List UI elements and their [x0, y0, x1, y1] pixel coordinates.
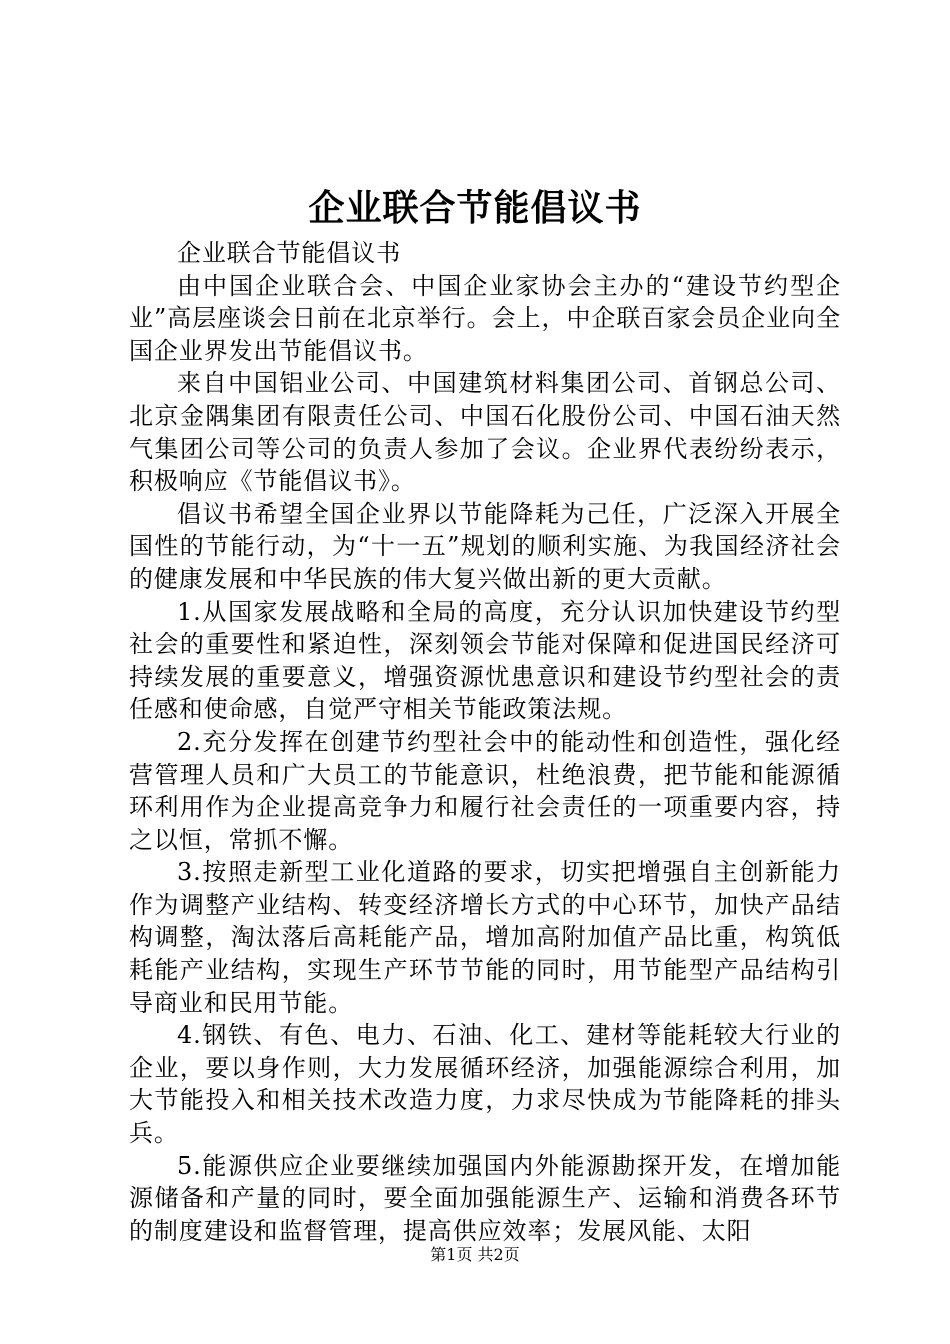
paragraph-hope: 倡议书希望全国企业界以节能降耗为己任，广泛深入开展全国性的节能行动，为“十一五”规划的顺利实施、为我国经济社会的健康发展和中华民族的伟大复兴做出新的更大贡献。: [129, 499, 841, 593]
paragraph-item-3: 3.按照走新型工业化道路的要求，切实把增强自主创新能力作为调整产业结构、转变经济增长方式的中心环节，加快产品结构调整，淘汰落后高耗能产品，增加高附加值产品比重，构筑低耗能产业结构，实现生产环节节能的同时，用节能型产品结构引导商业和民用节能。: [129, 858, 841, 1017]
paragraph-item-2: 2.充分发挥在创建节约型社会中的能动性和创造性，强化经营管理人员和广大员工的节能意识，杜绝浪费，把节能和能源循环利用作为企业提高竞争力和履行社会责任的一项重要内容，持之以恒，常抓不懈。: [129, 727, 841, 854]
document-title: 企业联合节能倡议书: [308, 187, 642, 229]
paragraph-subtitle: 企业联合节能倡议书: [177, 239, 402, 267]
paragraph-item-4: 4.钢铁、有色、电力、石油、化工、建材等能耗较大行业的企业，要以身作则，大力发展循环经济，加强能源综合利用，加大节能投入和相关技术改造力度，力求尽快成为节能降耗的排头兵。: [129, 1021, 841, 1148]
paragraph-item-5: 5.能源供应企业要继续加强国内外能源勘探开发，在增加能源储备和产量的同时，要全面加强能源生产、运输和消费各环节的制度建设和监督管理，提高供应效率；发展风能、太阳: [129, 1151, 841, 1245]
paragraph-intro: 由中国企业联合会、中国企业家协会主办的“建设节约型企业”高层座谈会日前在北京举行。会上，中企联百家会员企业向全国企业界发出节能倡议书。: [129, 271, 841, 365]
page-number-footer: 第1页 共2页: [430, 1245, 520, 1264]
paragraph-participants: 来自中国铝业公司、中国建筑材料集团公司、首钢总公司、北京金隅集团有限责任公司、中国石化股份公司、中国石油天然气集团公司等公司的负责人参加了会议。企业界代表纷纷表示，积极响应《节能倡议书》。: [129, 369, 841, 496]
document-body: [129, 237, 841, 1247]
paragraph-item-1: 1.从国家发展战略和全局的高度，充分认识加快建设节约型社会的重要性和紧迫性，深刻领会节能对保障和促进国民经济可持续发展的重要意义，增强资源忧患意识和建设节约型社会的责任感和使命感，自觉严守相关节能政策法规。: [129, 597, 841, 724]
